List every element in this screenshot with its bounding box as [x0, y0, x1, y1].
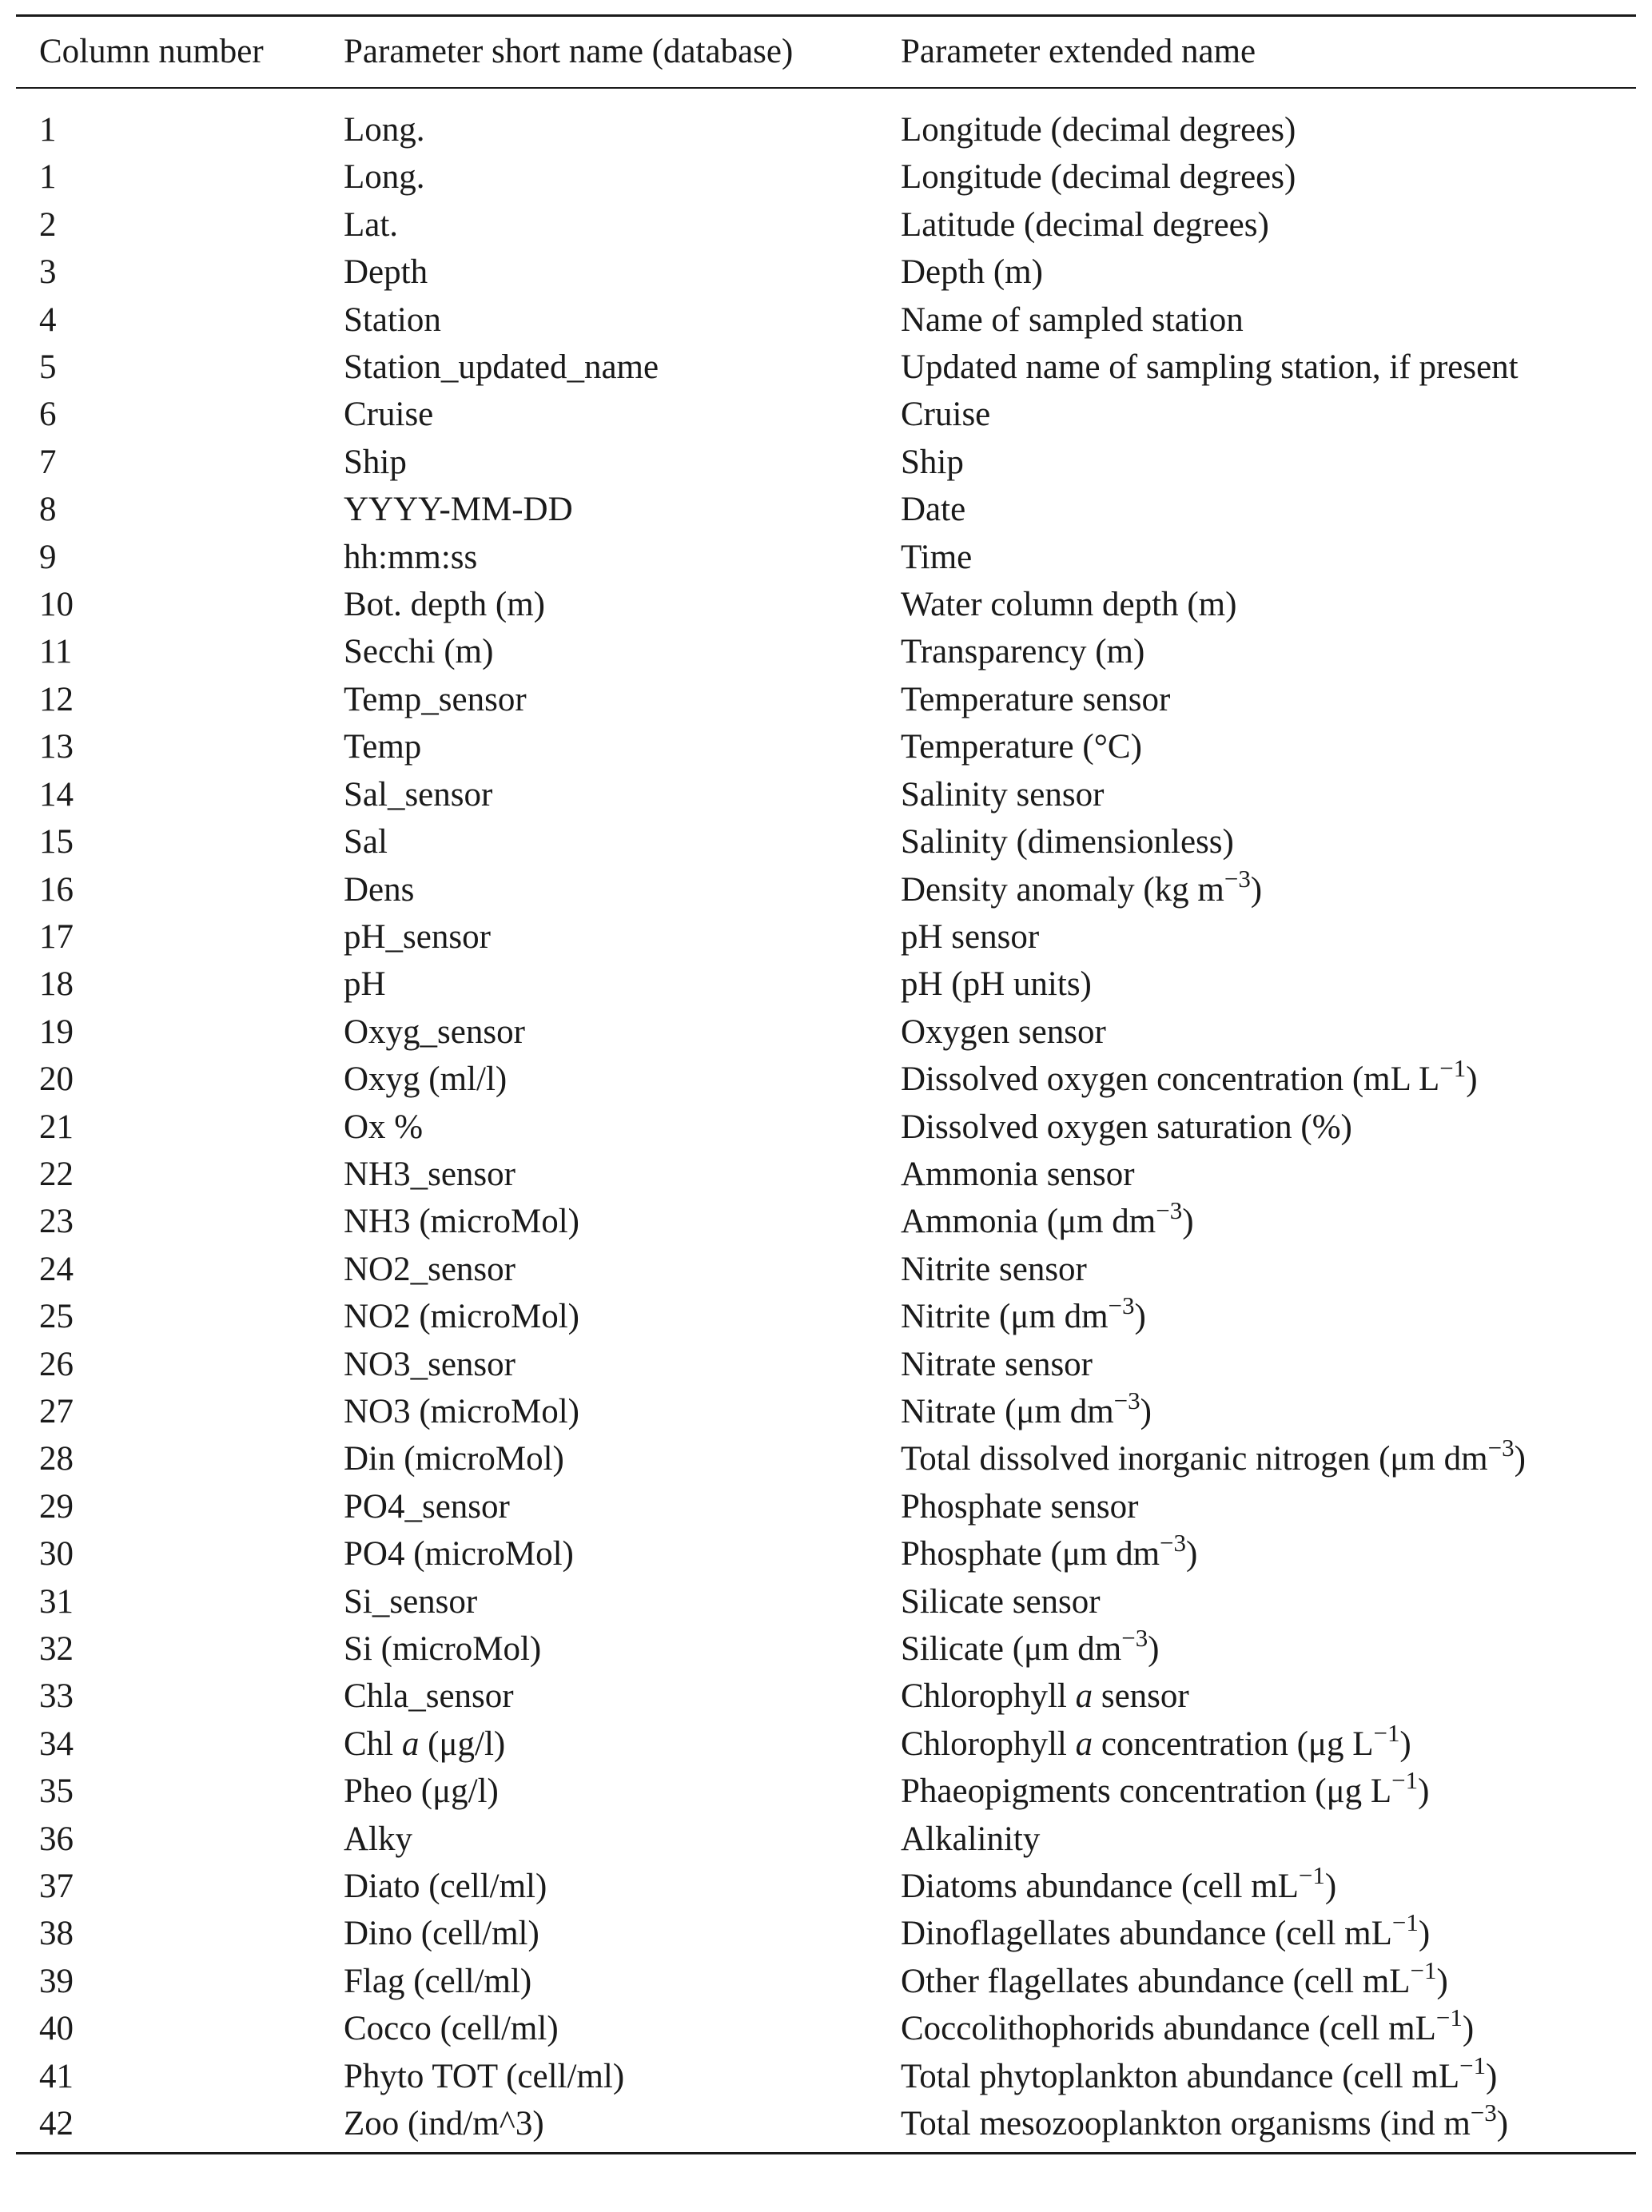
cell-short-name: Long.	[344, 158, 425, 197]
table-row	[16, 1483, 1636, 1530]
cell-column-number: 33	[39, 1677, 74, 1716]
header-extended-name: Parameter extended name	[901, 33, 1256, 70]
cell-extended-name: Latitude (decimal degrees)	[901, 205, 1269, 244]
table-row	[16, 581, 1636, 628]
table-header-row	[16, 17, 1636, 87]
cell-extended-name: pH (pH units)	[901, 965, 1092, 1004]
cell-extended-name: Longitude (decimal degrees)	[901, 158, 1296, 197]
table-row	[16, 1958, 1636, 2005]
cell-column-number: 10	[39, 586, 74, 624]
cell-short-name: Secchi (m)	[344, 633, 494, 671]
cell-extended-name: Silicate sensor	[901, 1582, 1101, 1621]
table-row	[16, 1198, 1636, 1245]
cell-short-name: Sal	[344, 823, 388, 861]
cell-short-name: PO4_sensor	[344, 1487, 510, 1526]
cell-short-name: Chla_sensor	[344, 1677, 514, 1716]
cell-short-name: Flag (cell/ml)	[344, 1962, 532, 2000]
cell-extended-name: Phosphate (μm $dm^{-3}$)	[901, 1529, 1198, 1573]
cell-extended-name: Time	[901, 538, 973, 576]
cell-short-name: NH3_sensor	[344, 1155, 516, 1193]
cell-extended-name: Nitrate sensor	[901, 1345, 1093, 1383]
cell-column-number: 11	[39, 633, 73, 671]
cell-column-number: 1	[39, 158, 57, 197]
table-row	[16, 296, 1636, 344]
table-row	[16, 534, 1636, 581]
cell-short-name: Dens	[344, 870, 415, 909]
cell-short-name: Cruise	[344, 396, 434, 434]
cell-column-number: 27	[39, 1392, 74, 1430]
cell-extended-name: Ship	[901, 443, 964, 481]
table-row	[16, 201, 1636, 249]
cell-short-name: YYYY-MM-DD	[344, 491, 573, 529]
table-row	[16, 439, 1636, 486]
cell-short-name: NO2 (microMol)	[344, 1298, 579, 1336]
table-row	[16, 676, 1636, 723]
cell-short-name: pH_sensor	[344, 917, 491, 956]
cell-extended-name: Ammonia sensor	[901, 1155, 1135, 1193]
table-row	[16, 249, 1636, 296]
table-row	[16, 2053, 1636, 2100]
cell-extended-name: Total dissolved inorganic nitrogen (μm $dm^{-3}$)	[901, 1434, 1526, 1478]
table-row	[16, 2005, 1636, 2052]
cell-column-number: 39	[39, 1962, 74, 2000]
table-row	[16, 1768, 1636, 1815]
cell-short-name: Oxyg_sensor	[344, 1013, 525, 1051]
table-row	[16, 1530, 1636, 1577]
cell-extended-name: Updated name of sampling station, if present	[901, 348, 1519, 387]
cell-extended-name: Water column depth (m)	[901, 586, 1237, 624]
cell-extended-name: Chlorophyll a sensor	[901, 1677, 1189, 1716]
cell-column-number: 17	[39, 917, 74, 956]
cell-short-name: Long.	[344, 111, 425, 149]
cell-short-name: Sal_sensor	[344, 775, 493, 814]
cell-extended-name: Date	[901, 491, 966, 529]
table-row	[16, 1578, 1636, 1625]
cell-short-name: Depth	[344, 253, 428, 292]
cell-column-number: 31	[39, 1582, 74, 1621]
cell-short-name: Cocco (cell/ml)	[344, 2010, 559, 2048]
cell-extended-name: Phaeopigments concentration (μg $L^{-1}$)	[901, 1766, 1430, 1811]
cell-column-number: 1	[39, 111, 57, 149]
table-row	[16, 2100, 1636, 2147]
cell-short-name: NO3_sensor	[344, 1345, 516, 1383]
cell-column-number: 18	[39, 965, 74, 1004]
cell-extended-name: Total phytoplankton abundance (cell $mL^{-1}$)	[901, 2051, 1498, 2095]
cell-column-number: 24	[39, 1250, 74, 1288]
cell-short-name: Bot. depth (m)	[344, 586, 545, 624]
table-row	[16, 1435, 1636, 1482]
table-row	[16, 106, 1636, 153]
table-row	[16, 1056, 1636, 1103]
cell-column-number: 40	[39, 2010, 74, 2048]
table-row	[16, 771, 1636, 818]
cell-column-number: 26	[39, 1345, 74, 1383]
cell-extended-name: Dinoflagellates abundance (cell $mL^{-1}$)	[901, 1908, 1431, 1953]
table-row	[16, 913, 1636, 961]
cell-short-name: Phyto TOT (cell/ml)	[344, 2057, 625, 2095]
cell-column-number: 15	[39, 823, 74, 861]
cell-column-number: 34	[39, 1725, 74, 1763]
cell-column-number: 35	[39, 1772, 74, 1811]
cell-column-number: 30	[39, 1535, 74, 1573]
cell-extended-name: Phosphate sensor	[901, 1487, 1139, 1526]
cell-column-number: 29	[39, 1487, 74, 1526]
cell-column-number: 9	[39, 538, 57, 576]
cell-short-name: Station	[344, 300, 441, 339]
cell-short-name: Dino (cell/ml)	[344, 1915, 539, 1953]
cell-extended-name: Density anomaly (kg $m^{-3}$)	[901, 864, 1263, 909]
cell-extended-name: Dissolved oxygen saturation (%)	[901, 1108, 1352, 1146]
cell-extended-name: Ammonia (μm $dm^{-3}$)	[901, 1196, 1194, 1241]
cell-extended-name: Name of sampled station	[901, 300, 1244, 339]
cell-column-number: 7	[39, 443, 57, 481]
cell-extended-name: Cruise	[901, 396, 991, 434]
cell-short-name: NO3 (microMol)	[344, 1392, 579, 1430]
cell-short-name: Alky	[344, 1820, 412, 1858]
table-row	[16, 344, 1636, 391]
table-row	[16, 628, 1636, 675]
cell-column-number: 8	[39, 491, 57, 529]
cell-short-name: Si_sensor	[344, 1582, 478, 1621]
cell-short-name: pH	[344, 965, 386, 1004]
cell-column-number: 42	[39, 2105, 74, 2143]
cell-extended-name: Coccolithophorids abundance (cell $mL^{-1}$)	[901, 2003, 1475, 2048]
cell-short-name: Ox %	[344, 1108, 424, 1146]
cell-short-name: Temp_sensor	[344, 680, 527, 718]
cell-short-name: Chl a (μg/l)	[344, 1725, 506, 1763]
table-row	[16, 1863, 1636, 1910]
parameter-table-container	[16, 14, 1636, 2154]
cell-column-number: 37	[39, 1868, 74, 1906]
table-row	[16, 1673, 1636, 1720]
cell-column-number: 36	[39, 1820, 74, 1858]
cell-extended-name: Salinity (dimensionless)	[901, 823, 1234, 861]
table-row	[16, 1246, 1636, 1293]
cell-short-name: Temp	[344, 728, 422, 766]
cell-extended-name: Dissolved oxygen concentration (mL $L^{-1}$)	[901, 1054, 1478, 1099]
cell-column-number: 32	[39, 1630, 74, 1668]
cell-short-name: Din (microMol)	[344, 1440, 564, 1478]
cell-short-name: Oxyg (ml/l)	[344, 1060, 508, 1099]
cell-short-name: hh:mm:ss	[344, 538, 478, 576]
cell-extended-name: Oxygen sensor	[901, 1013, 1106, 1051]
cell-extended-name: Nitrite sensor	[901, 1250, 1087, 1288]
table-row	[16, 1341, 1636, 1388]
cell-extended-name: Nitrite (μm $dm^{-3}$)	[901, 1291, 1146, 1336]
cell-column-number: 20	[39, 1060, 74, 1099]
table-row	[16, 391, 1636, 438]
cell-short-name: Lat.	[344, 205, 399, 244]
cell-short-name: NO2_sensor	[344, 1250, 516, 1288]
header-short-name: Parameter short name (database)	[344, 33, 794, 70]
cell-column-number: 16	[39, 870, 74, 909]
table-row	[16, 1151, 1636, 1198]
cell-column-number: 14	[39, 775, 74, 814]
table-row	[16, 818, 1636, 865]
cell-extended-name: Silicate (μm $dm^{-3}$)	[901, 1623, 1160, 1668]
table-row	[16, 1816, 1636, 1863]
table-row	[16, 1910, 1636, 1957]
cell-column-number: 6	[39, 396, 57, 434]
table-row	[16, 1625, 1636, 1673]
table-row	[16, 486, 1636, 533]
table-bottom-rule	[16, 2152, 1636, 2154]
cell-column-number: 21	[39, 1108, 74, 1146]
cell-column-number: 13	[39, 728, 74, 766]
table-row	[16, 1009, 1636, 1056]
table-row	[16, 1293, 1636, 1340]
cell-extended-name: Salinity sensor	[901, 775, 1105, 814]
cell-extended-name: Alkalinity	[901, 1820, 1041, 1858]
cell-short-name: NH3 (microMol)	[344, 1203, 579, 1241]
cell-extended-name: Longitude (decimal degrees)	[901, 111, 1296, 149]
cell-short-name: Station_updated_name	[344, 348, 659, 387]
table-row	[16, 723, 1636, 770]
header-column-number: Column number	[39, 33, 264, 70]
cell-column-number: 12	[39, 680, 74, 718]
cell-short-name: Si (microMol)	[344, 1630, 542, 1668]
table-row	[16, 1388, 1636, 1435]
cell-extended-name: Temperature (°C)	[901, 728, 1142, 766]
cell-extended-name: Depth (m)	[901, 253, 1043, 292]
parameter-table-body	[16, 89, 1636, 2147]
cell-short-name: PO4 (microMol)	[344, 1535, 574, 1573]
cell-extended-name: Chlorophyll a concentration (μg $L^{-1}$)	[901, 1718, 1411, 1763]
cell-column-number: 41	[39, 2057, 74, 2095]
cell-extended-name: Transparency (m)	[901, 633, 1145, 671]
cell-short-name: Ship	[344, 443, 407, 481]
cell-column-number: 2	[39, 205, 57, 244]
table-row	[16, 866, 1636, 913]
cell-extended-name: Diatoms abundance (cell $mL^{-1}$)	[901, 1861, 1337, 1906]
cell-column-number: 28	[39, 1440, 74, 1478]
cell-column-number: 25	[39, 1298, 74, 1336]
cell-extended-name: Temperature sensor	[901, 680, 1171, 718]
cell-extended-name: pH sensor	[901, 917, 1040, 956]
table-row	[16, 961, 1636, 1008]
cell-column-number: 4	[39, 300, 57, 339]
cell-short-name: Zoo (ind/m^3)	[344, 2105, 544, 2143]
cell-extended-name: Total mesozooplankton organisms (ind $m^{-3}$)	[901, 2099, 1509, 2143]
table-spacer	[16, 89, 1636, 106]
cell-short-name: Pheo (μg/l)	[344, 1772, 499, 1811]
cell-column-number: 3	[39, 253, 57, 292]
cell-short-name: Diato (cell/ml)	[344, 1868, 547, 1906]
parameter-table	[16, 17, 1636, 87]
cell-column-number: 19	[39, 1013, 74, 1051]
cell-extended-name: Other flagellates abundance (cell $mL^{-1}$)	[901, 1955, 1448, 2000]
cell-column-number: 5	[39, 348, 57, 387]
table-row	[16, 153, 1636, 201]
cell-column-number: 38	[39, 1915, 74, 1953]
cell-extended-name: Nitrate (μm $dm^{-3}$)	[901, 1386, 1152, 1430]
table-row	[16, 1104, 1636, 1151]
cell-column-number: 23	[39, 1203, 74, 1241]
table-row	[16, 1721, 1636, 1768]
cell-column-number: 22	[39, 1155, 74, 1193]
